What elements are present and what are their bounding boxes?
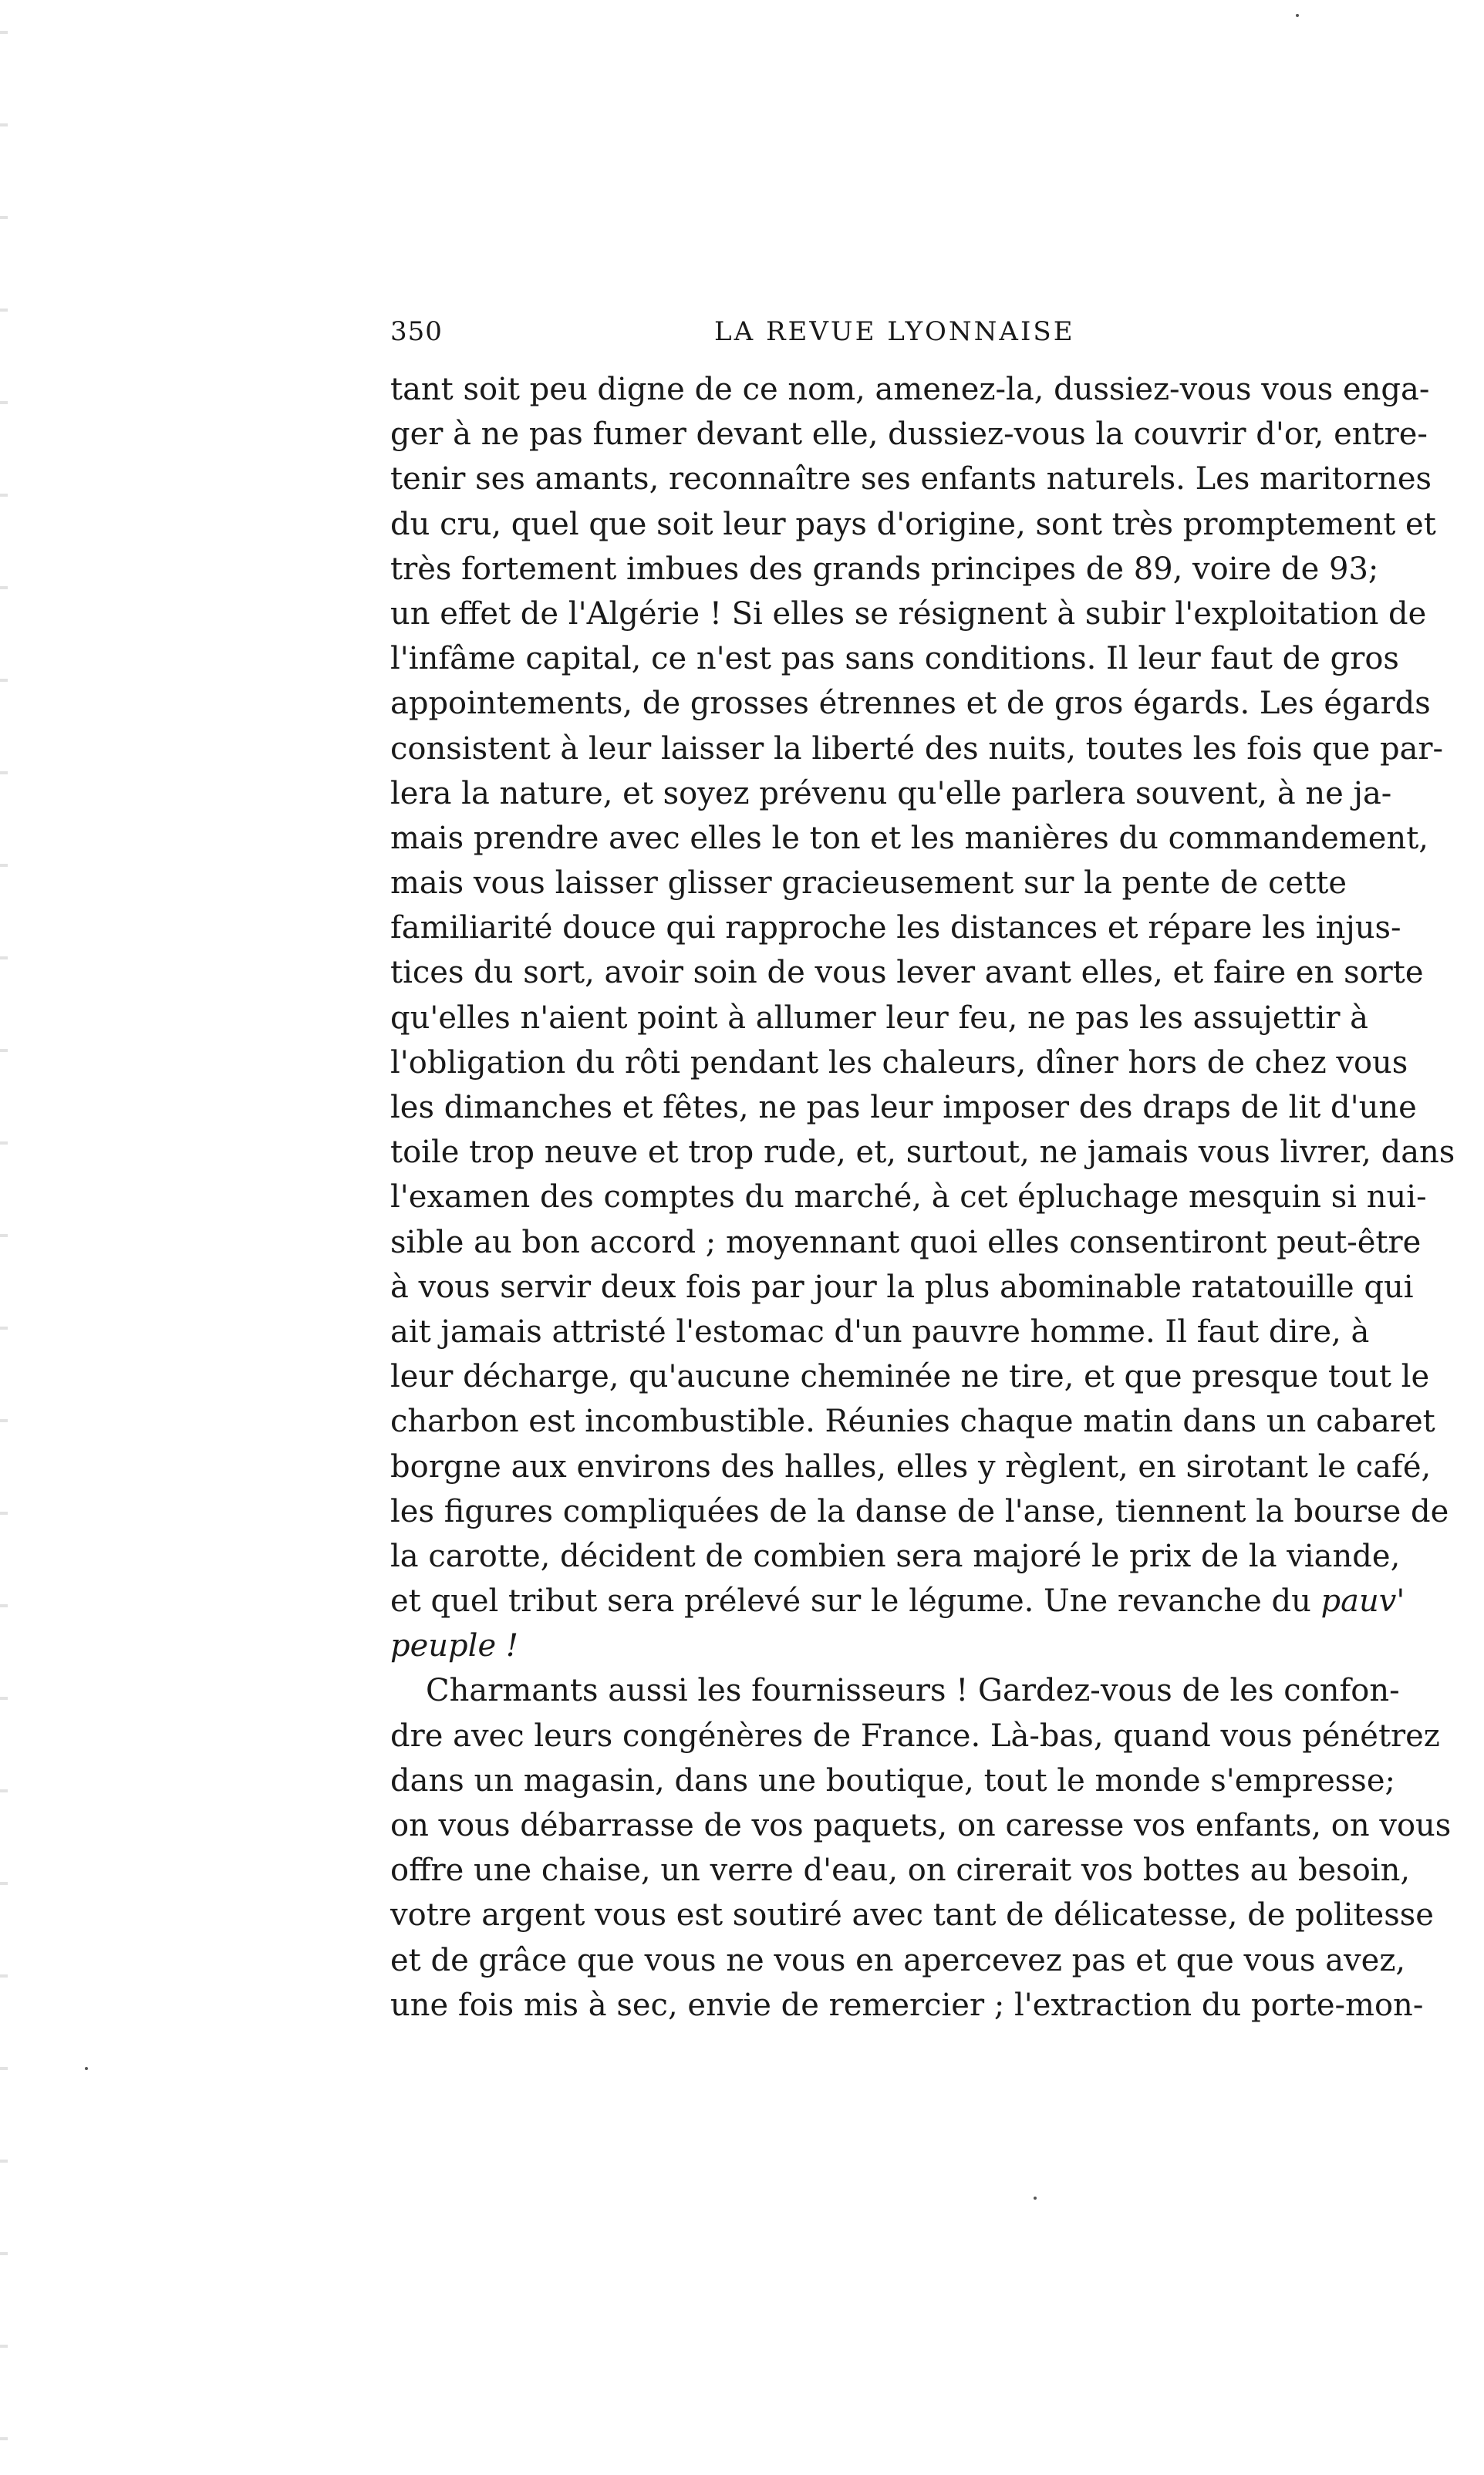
text-line: l'infâme capital, ce n'est pas sans conditions. Il leur faut de gros xyxy=(390,641,1399,677)
text-line: l'examen des comptes du marché, à cet épluchage mesquin si nui- xyxy=(390,1179,1427,1216)
text-line: sible au bon accord ; moyennant quoi elles consentiront peut-être xyxy=(390,1224,1422,1260)
text-line: qu'elles n'aient point à allumer leur feu, ne pas les assujettir à xyxy=(390,1000,1369,1036)
text-fragment: et quel tribut sera prélevé sur le légume. Une revanche du xyxy=(390,1583,1311,1620)
running-title: LA REVUE LYONNAISE xyxy=(714,316,1075,347)
text-line: familiarité douce qui rapproche les distances et répare les injus- xyxy=(390,910,1401,946)
text-line: et de grâce que vous ne vous en apercevez pas et que vous avez, xyxy=(390,1942,1406,1978)
text-line: charbon est incombustible. Réunies chaque matin dans un cabaret xyxy=(390,1404,1435,1440)
italic-fragment: pauv' xyxy=(1320,1583,1405,1620)
text-line: Charmants aussi les fournisseurs ! Gardez-vous de les confon- xyxy=(426,1673,1400,1709)
text-line: la carotte, décident de combien sera majoré le prix de la viande, xyxy=(390,1538,1401,1574)
scan-speck xyxy=(1034,2197,1037,2200)
text-line: tices du sort, avoir soin de vous lever avant elles, et faire en sorte xyxy=(390,955,1424,991)
text-line: ait jamais attristé l'estomac d'un pauvre homme. Il faut dire, à xyxy=(390,1313,1370,1350)
text-line: toile trop neuve et trop rude, et, surtout, ne jamais vous livrer, dans xyxy=(390,1135,1455,1171)
text-line: une fois mis à sec, envie de remercier ; l'extraction du porte-mon- xyxy=(390,1987,1424,2023)
text-line: appointements, de grosses étrennes et de gros égards. Les égards xyxy=(390,686,1431,722)
text-line: tant soit peu digne de ce nom, amenez-la, dussiez-vous vous enga- xyxy=(390,372,1430,407)
body-text xyxy=(390,367,1455,2028)
text-line: lera la nature, et soyez prévenu qu'elle parlera souvent, à ne ja- xyxy=(390,775,1392,811)
page-binding-edge xyxy=(0,0,8,2475)
text-line-with-italic xyxy=(390,1579,1405,1624)
text-line: dans un magasin, dans une boutique, tout le monde s'empresse; xyxy=(390,1762,1395,1799)
text-line: dre avec leurs congénères de France. Là-bas, quand vous pénétrez xyxy=(390,1718,1440,1754)
text-line: on vous débarrasse de vos paquets, on caresse vos enfants, on vous xyxy=(390,1808,1452,1843)
text-line: leur décharge, qu'aucune cheminée ne tire, et que presque tout le xyxy=(390,1359,1430,1395)
page-number: 350 xyxy=(390,316,443,347)
scan-speck xyxy=(1296,14,1299,17)
text-line: borgne aux environs des halles, elles y règlent, en sirotant le café, xyxy=(390,1448,1432,1485)
text-line: très fortement imbues des grands principes de 89, voire de 93; xyxy=(390,551,1379,587)
text-line: consistent à leur laisser la liberté des nuits, toutes les fois que par- xyxy=(390,730,1444,767)
text-line: mais vous laisser glisser gracieusement sur la pente de cette xyxy=(390,865,1347,902)
text-line: offre une chaise, un verre d'eau, on cirerait vos bottes au besoin, xyxy=(390,1853,1411,1889)
text-line: un effet de l'Algérie ! Si elles se résignent à subir l'exploitation de xyxy=(390,595,1427,632)
text-line: à vous servir deux fois par jour la plus abominable ratatouille qui xyxy=(390,1269,1414,1305)
text-line: du cru, quel que soit leur pays d'origine, sont très promptement et xyxy=(390,506,1436,542)
text-line: les figures compliquées de la danse de l'anse, tiennent la bourse de xyxy=(390,1493,1449,1529)
text-line: tenir ses amants, reconnaître ses enfants naturels. Les maritornes xyxy=(390,461,1432,497)
scan-speck xyxy=(85,2067,88,2070)
text-line: les dimanches et fêtes, ne pas leur imposer des draps de lit d'une xyxy=(390,1090,1417,1125)
text-line-italic: peuple ! xyxy=(390,1628,518,1664)
text-line: votre argent vous est soutiré avec tant de délicatesse, de politesse xyxy=(390,1897,1434,1934)
running-header xyxy=(390,316,1347,362)
text-line: l'obligation du rôti pendant les chaleurs, dîner hors de chez vous xyxy=(390,1044,1408,1081)
text-line: mais prendre avec elles le ton et les manières du commandement, xyxy=(390,820,1428,856)
text-line: ger à ne pas fumer devant elle, dussiez-vous la couvrir d'or, entre- xyxy=(390,416,1428,453)
